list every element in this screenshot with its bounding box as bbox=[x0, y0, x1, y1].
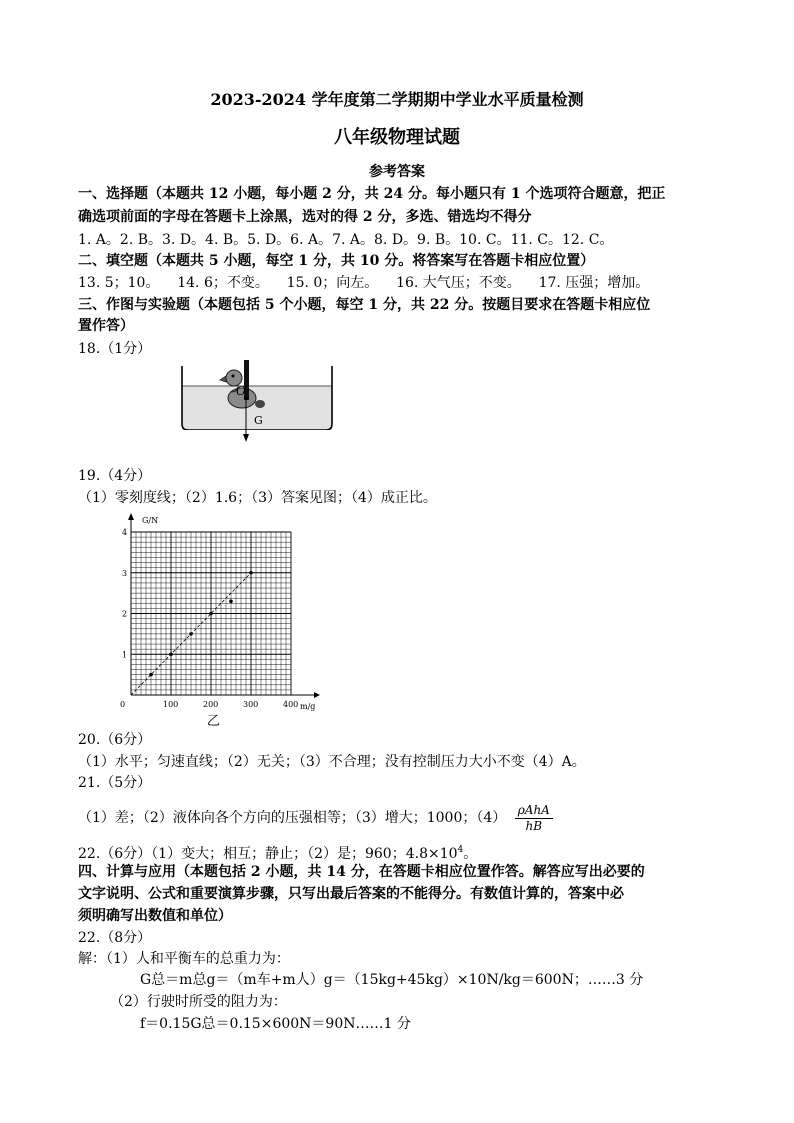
section1-heading-cont: 确选项前面的字母在答题卡上涂黑，选对的得 2 分，多选、错选均不得分 bbox=[78, 209, 532, 225]
equation-resistance: f＝0.15G总＝0.15×600N＝90N……1 分 bbox=[140, 1016, 411, 1032]
y-tick-label: 3 bbox=[122, 568, 128, 578]
x-axis-label: m/g bbox=[300, 702, 316, 711]
section1-heading: 一、选择题（本题共 12 小题，每小题 2 分，共 24 分。每小题只有 1 个选项符合题意，把正 bbox=[78, 186, 666, 202]
q21-answer bbox=[78, 800, 553, 836]
data-point bbox=[249, 571, 253, 575]
q22-end: 。 bbox=[463, 846, 478, 862]
q21-answer-text: （1）差；（2）液体向各个方向的压强相等；（3）增大；1000；（4） bbox=[78, 810, 507, 826]
section4-heading-cont2: 须明确写出数值和单位） bbox=[78, 908, 232, 924]
x-tick-label: 200 bbox=[203, 700, 219, 709]
data-point bbox=[169, 652, 173, 656]
section3-heading-cont: 置作答） bbox=[78, 318, 134, 334]
y-tick-label: 4 bbox=[122, 528, 128, 537]
q19-answer: （1）零刻度线；（2）1.6；（3）答案见图；（4）成正比。 bbox=[78, 490, 437, 506]
x-tick-label: 100 bbox=[163, 700, 179, 709]
answer-title: 参考答案 bbox=[369, 164, 425, 180]
x-axis-arrow-icon bbox=[314, 692, 320, 698]
q19-label: 19.（4分） bbox=[78, 468, 152, 484]
x-tick-label: 0 bbox=[120, 700, 126, 709]
section3-heading: 三、作图与实验题（本题包括 5 个小题，每空 1 分，共 22 分。按题目要求在答题卡相应位 bbox=[78, 297, 651, 313]
y-axis-label: G/N bbox=[142, 516, 159, 525]
exam-title: 2023-2024 学年度第二学期期中学业水平质量检测 bbox=[210, 90, 584, 109]
point-o-label: O bbox=[236, 384, 246, 398]
equation-total-weight: G总＝m总g＝（m车+m人）g＝（15kg+45kg）×10N/kg＝600N；……3 分 bbox=[140, 972, 644, 988]
g-m-chart bbox=[110, 510, 330, 720]
gravity-arrow bbox=[242, 398, 254, 444]
data-point bbox=[229, 599, 233, 603]
y-axis-arrow-icon bbox=[128, 513, 134, 520]
section4-heading-cont: 文字说明、公式和重要演算步骤，只写出最后答案的不能得分。有数值计算的，答案中必 bbox=[78, 886, 624, 902]
q21-fraction bbox=[515, 803, 553, 834]
y-tick-label: 2 bbox=[122, 609, 128, 619]
data-point bbox=[189, 632, 193, 636]
y-tick-label: 1 bbox=[122, 650, 128, 660]
section2-heading: 二、填空题（本题共 5 小题，每空 1 分，共 10 分。将答案写在答题卡相应位置） bbox=[78, 253, 595, 269]
section1-answers: 1. A。2. B。3. D。4. B。5. D。6. A。7. A。8. D。9. B。10. C。11. C。12. C。 bbox=[78, 232, 614, 248]
q22-answer-text: 22.（6分）（1）变大；相互；静止；（2）是；960；4.8×10 bbox=[78, 846, 458, 862]
exam-subtitle: 八年级物理试题 bbox=[334, 127, 460, 148]
q22-answer bbox=[78, 840, 477, 864]
data-point bbox=[209, 612, 213, 616]
q21-label: 21.（5分） bbox=[78, 775, 152, 791]
fraction-denominator: hB bbox=[525, 818, 543, 833]
fraction-numerator: ρAhA bbox=[515, 803, 553, 819]
x-tick-label: 300 bbox=[243, 700, 259, 709]
q20-answer: （1）水平；匀速直线；（2）无关；（3）不合理；没有控制压力大小不变（4）A。 bbox=[78, 754, 586, 770]
section2-answers: 13. 5；10。 14. 6；不变。 15. 0；向左。 16. 大气压；不变。 17. 压强；增加。 bbox=[78, 275, 650, 291]
section4-heading: 四、计算与应用（本题包括 2 小题，共 14 分，在答题卡相应位置作答。解答应写出必要的 bbox=[78, 864, 645, 880]
q18-label: 18.（1分） bbox=[78, 341, 152, 357]
solution-step2: （2）行驶时所受的阻力为： bbox=[110, 994, 287, 1010]
q20-label: 20.（6分） bbox=[78, 732, 152, 748]
chart-caption: 乙 bbox=[207, 714, 221, 729]
solution-intro: 解：（1）人和平衡车的总重力为： bbox=[78, 951, 290, 967]
q22-exponent: 4 bbox=[457, 845, 464, 855]
calc-question-label: 22.（8分） bbox=[78, 930, 152, 946]
gravity-label: G bbox=[254, 414, 263, 427]
x-tick-label: 400 bbox=[283, 700, 299, 709]
data-point bbox=[149, 673, 153, 677]
